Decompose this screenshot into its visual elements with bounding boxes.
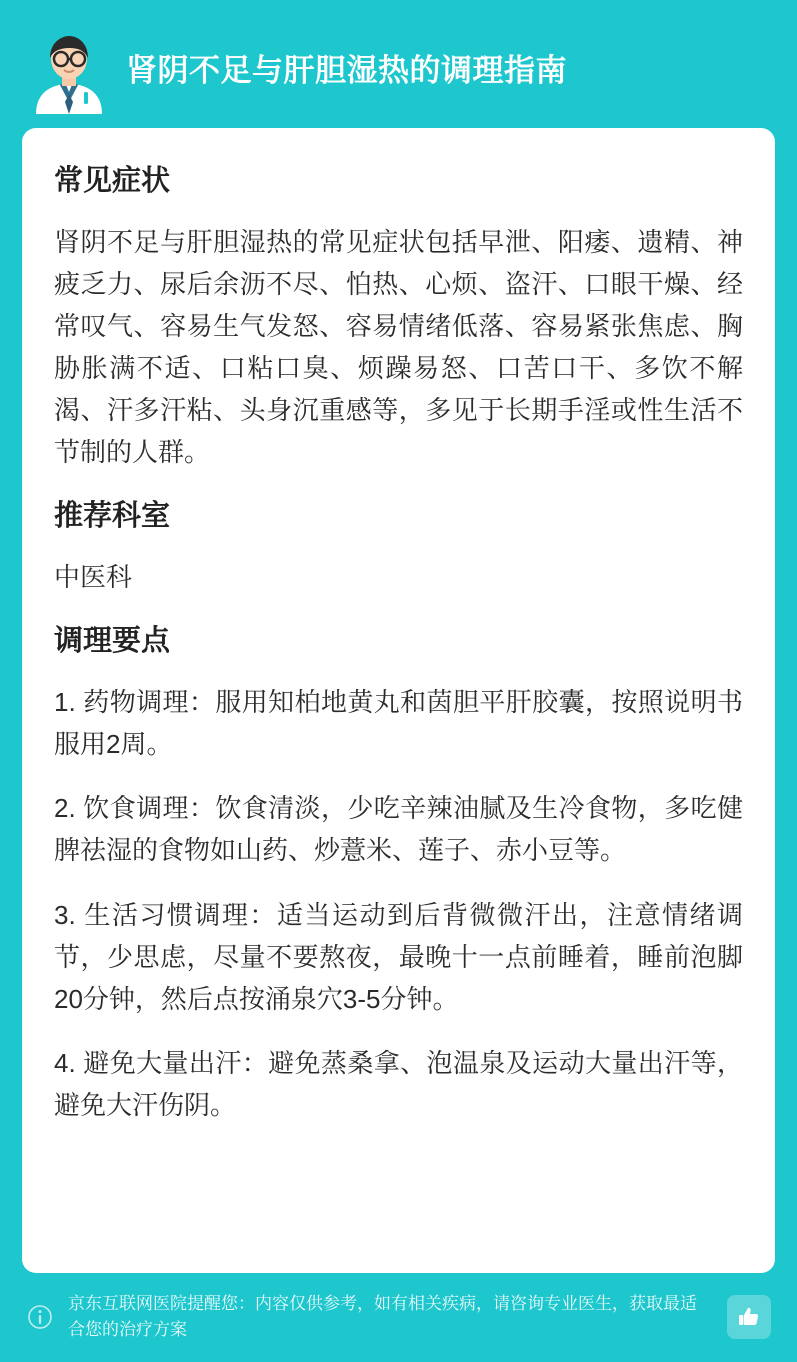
page-footer xyxy=(0,1273,797,1362)
section-heading-care-points: 调理要点 xyxy=(54,625,171,658)
department-value: 中医科 xyxy=(54,562,133,593)
list-item: 2. 饮食调理：饮食清淡，少吃辛辣油腻及生冷食物，多吃健脾祛湿的食物如山药、炒薏米、莲子、赤小豆等。 xyxy=(54,793,743,866)
list-item: 1. 药物调理：服用知柏地黄丸和茵胆平肝胶囊，按照说明书服用2周。 xyxy=(54,687,743,760)
page-header xyxy=(0,0,797,128)
section-heading-department: 推荐科室 xyxy=(54,500,171,533)
section-heading-symptoms: 常见症状 xyxy=(54,165,171,197)
list-item: 3. 生活习惯调理：适当运动到后背微微汗出，注意情绪调节，少思虑，尽量不要熬夜，最晚十一点前睡着，睡前泡脚20分钟，然后点按涌泉穴3-5分钟。 xyxy=(54,899,743,1014)
symptoms-paragraph: 肾阴不足与肝胆湿热的常见症状包括早泄、阳痿、遗精、神疲乏力、尿后余沥不尽、怕热、心烦、盗汗、口眼干燥、经常叹气、容易生气发怒、容易情绪低落、容易紧张焦虑、胸胁胀满不适、口粘口臭、烦躁易怒、口苦口干、多饮不解渴、汗多汗粘、头身沉重感等，多见于长期手淫或性生活不节制的人群。 xyxy=(54,226,743,468)
thumbs-up-icon[interactable] xyxy=(727,1295,771,1339)
footer-disclaimer: 京东互联网医院提醒您：内容仅供参考，如有相关疾病，请咨询专业医生，获取最适合您的治疗方案 xyxy=(68,1294,697,1340)
content-card xyxy=(22,128,775,1273)
info-circle-icon xyxy=(26,1303,54,1331)
doctor-avatar-icon xyxy=(26,28,112,114)
page-title: 肾阴不足与肝胆湿热的调理指南 xyxy=(126,53,567,89)
list-item: 4. 避免大量出汗：避免蒸桑拿、泡温泉及运动大量出汗等，避免大汗伤阴。 xyxy=(54,1047,743,1121)
